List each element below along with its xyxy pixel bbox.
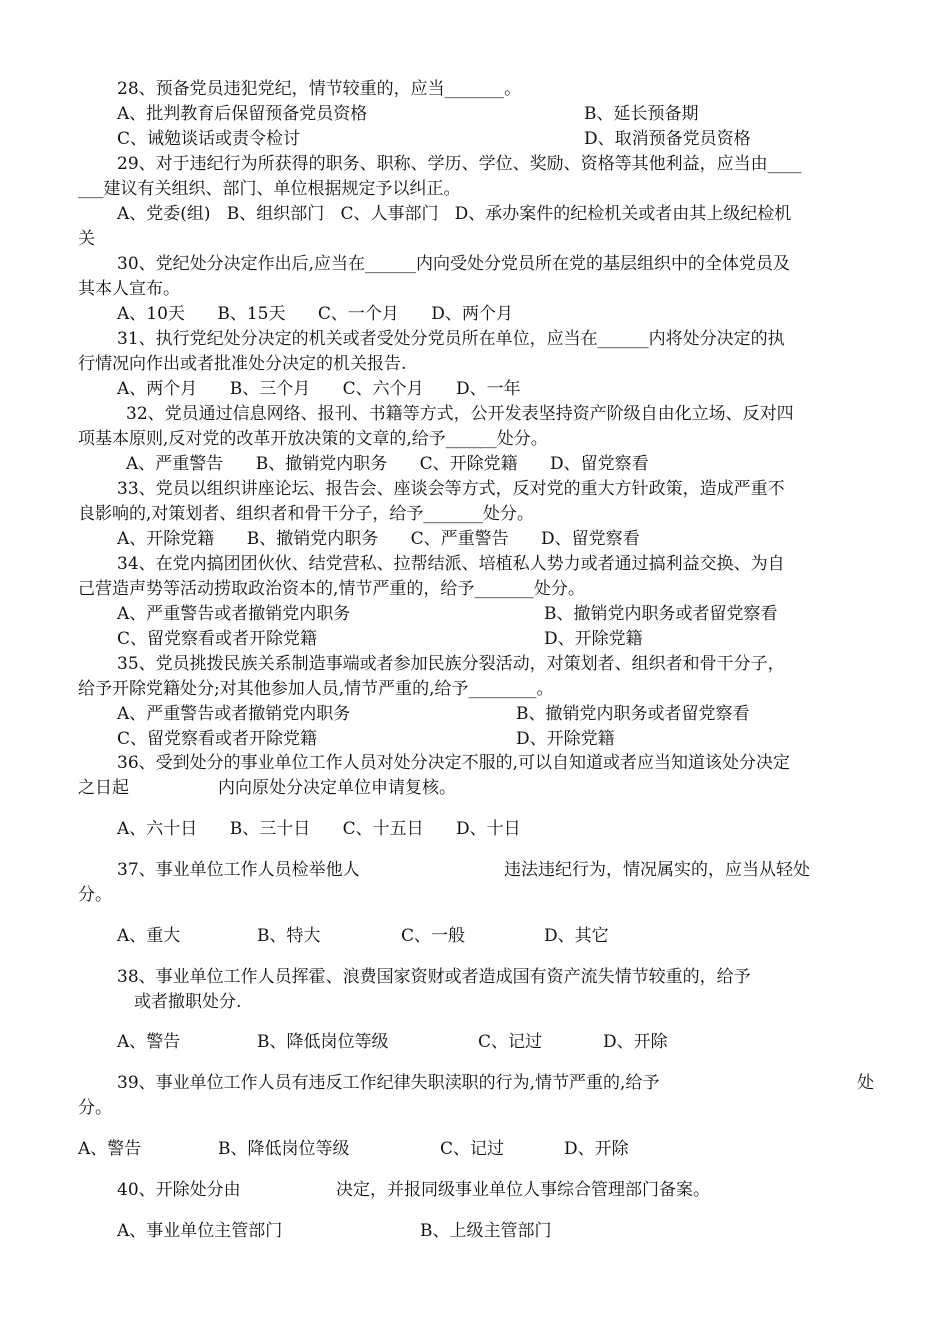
q32-options: A、严重警告 B、撤销党内职务 C、开除党籍 D、留党察看: [126, 454, 649, 474]
q35-option-d: D、开除党籍: [516, 729, 615, 749]
q28-option-d: D、取消预备党员资格: [584, 129, 751, 149]
q31-stem-line-1: 31、执行党纪处分决定的机关或者受处分党员所在单位，应当在______内将处分决定的执: [117, 329, 785, 349]
q39-option-a: A、警告: [78, 1139, 142, 1159]
q28-option-a: A、批判教育后保留预备党员资格: [117, 104, 368, 124]
q38-stem-line-2: 或者撤职处分.: [134, 992, 242, 1012]
q32-stem-line-1: 32、党员通过信息网络、报刊、书籍等方式，公开发表坚持资产阶级自由化立场、反对四: [126, 404, 794, 424]
q39-stem-line-2: 分。: [78, 1098, 112, 1118]
q38-option-a: A、警告: [117, 1032, 181, 1052]
q31-stem-line-2: 行情况向作出或者批准处分决定的机关报告.: [78, 354, 407, 374]
q38-option-b: B、降低岗位等级: [257, 1032, 389, 1052]
q39-stem-line-1a: 39、事业单位工作人员有违反工作纪律失职渎职的行为,情节严重的,给予: [117, 1073, 660, 1093]
q38-option-d: D、开除: [603, 1032, 668, 1052]
q39-option-b: B、降低岗位等级: [218, 1139, 350, 1159]
q30-stem-line-1: 30、党纪处分决定作出后,应当在______内向受处分党员所在党的基层组织中的全体党员及: [117, 254, 791, 274]
q38-stem-line-1: 38、事业单位工作人员挥霍、浪费国家资财或者造成国有资产流失情节较重的，给予: [117, 967, 751, 987]
q37-option-d: D、其它: [544, 926, 609, 946]
q29-options-line-2: 关: [78, 229, 95, 249]
q32-stem-line-2: 项基本原则,反对党的改革开放决策的文章的,给予______处分。: [78, 429, 548, 449]
q29-stem-line-1: 29、对于违纪行为所获得的职务、职称、学历、学位、奖励、资格等其他利益，应当由____: [117, 154, 802, 174]
q37-stem-line-1b: 违法违纪行为，情况属实的，应当从轻处: [504, 860, 810, 880]
q35-stem-line-2: 给予开除党籍处分;对其他参加人员,情节严重的,给予________。: [78, 679, 554, 699]
q40-stem-b: 决定，并报同级事业单位人事综合管理部门备案。: [336, 1180, 710, 1200]
q40-option-a: A、事业单位主管部门: [117, 1221, 283, 1241]
q37-stem-line-1a: 37、事业单位工作人员检举他人: [117, 860, 360, 880]
q28-stem-line-1: 28、预备党员违犯党纪，情节较重的，应当_______。: [117, 79, 522, 99]
q35-option-b: B、撤销党内职务或者留党察看: [516, 704, 750, 724]
q34-option-d: D、开除党籍: [544, 629, 643, 649]
q28-option-c: C、诫勉谈话或责令检讨: [117, 129, 301, 149]
q29-options-line-1: A、党委(组) B、组织部门 C、人事部门 D、承办案件的纪检机关或者由其上级纪检机: [117, 204, 792, 224]
q30-stem-line-2: 其本人宣布。: [78, 279, 180, 299]
q37-stem-line-2: 分。: [78, 885, 112, 905]
q36-stem-line-1: 36、受到处分的事业单位工作人员对处分决定不服的,可以自知道或者应当知道该处分决定: [117, 753, 791, 773]
q28-option-b: B、延长预备期: [584, 104, 699, 124]
q34-option-b: B、撤销党内职务或者留党察看: [544, 604, 778, 624]
q39-option-c: C、记过: [440, 1139, 505, 1159]
q29-stem-line-2: ___建议有关组织、部门、单位根据规定予以纠正。: [78, 179, 461, 199]
q33-options: A、开除党籍 B、撤销党内职务 C、严重警告 D、留党察看: [117, 529, 640, 549]
q35-stem-line-1: 35、党员挑拨民族关系制造事端或者参加民族分裂活动，对策划者、组织者和骨干分子，: [117, 654, 785, 674]
q33-stem-line-2: 良影响的,对策划者、组织者和骨干分子，给予_______处分。: [78, 504, 534, 524]
q33-stem-line-1: 33、党员以组织讲座论坛、报告会、座谈会等方式，反对党的重大方针政策，造成严重不: [117, 479, 785, 499]
q34-stem-line-1: 34、在党内搞团团伙伙、结党营私、拉帮结派、培植私人势力或者通过搞利益交换、为自: [117, 554, 785, 574]
q37-option-b: B、特大: [257, 926, 321, 946]
q30-options: A、10天 B、15天 C、一个月 D、两个月: [117, 304, 513, 324]
q37-option-c: C、一般: [401, 926, 466, 946]
q38-option-c: C、记过: [478, 1032, 543, 1052]
q36-options: A、六十日 B、三十日 C、十五日 D、十日: [117, 819, 521, 839]
q39-option-d: D、开除: [564, 1139, 629, 1159]
q34-option-a: A、严重警告或者撤销党内职务: [117, 604, 351, 624]
q34-stem-line-2: 己营造声势等活动捞取政治资本的,情节严重的，给予_______处分。: [78, 579, 585, 599]
q37-option-a: A、重大: [117, 926, 181, 946]
q40-option-b: B、上级主管部门: [420, 1221, 552, 1241]
q40-stem-a: 40、开除处分由: [117, 1180, 241, 1200]
q31-options: A、两个月 B、三个月 C、六个月 D、一年: [117, 379, 521, 399]
q36-stem-line-2a: 之日起: [78, 778, 129, 798]
q39-stem-line-1b: 处: [857, 1073, 874, 1093]
q36-stem-line-2b: 内向原处分决定单位申请复核。: [218, 778, 456, 798]
q34-option-c: C、留党察看或者开除党籍: [117, 629, 318, 649]
q35-option-c: C、留党察看或者开除党籍: [117, 729, 318, 749]
q35-option-a: A、严重警告或者撤销党内职务: [117, 704, 351, 724]
